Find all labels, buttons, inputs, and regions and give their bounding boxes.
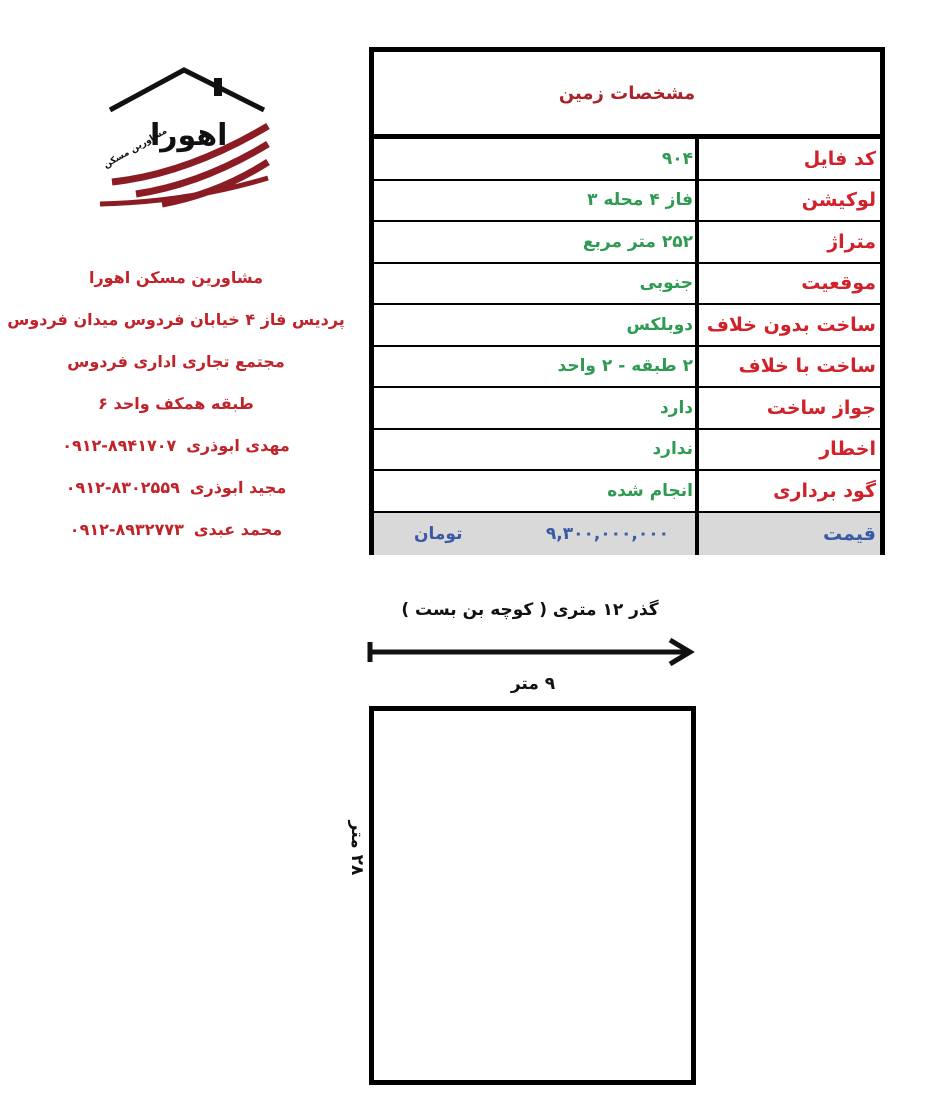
spec-label: اخطار [695, 430, 880, 470]
plot-depth-label: ۲۸ متر [347, 820, 367, 876]
office-name: مشاورین مسکن اهورا [88, 268, 264, 287]
agent-name: محمد عبدی [193, 520, 283, 539]
price-amount: ۹,۳۰۰,۰۰۰,۰۰۰ [545, 523, 669, 544]
spec-label: موقعیت [695, 264, 880, 304]
spec-value: ۲۵۲ متر مربع [582, 231, 693, 252]
spec-value: فاز ۴ محله ۳ [587, 190, 693, 211]
spec-value: ندارد [652, 439, 693, 460]
company-logo [92, 62, 272, 212]
agent-row [0, 514, 352, 556]
spec-label: ساخت با خلاف [695, 347, 880, 387]
plot-width-label: ۹ متر [510, 674, 556, 694]
spec-value: ۹۰۴ [661, 148, 693, 169]
agent-name: مهدی ابوذری [186, 436, 290, 455]
address-line-3: طبقه همکف واحد ۶ [98, 394, 254, 413]
spec-row-location [374, 181, 880, 223]
spec-label: ساخت بدون خلاف [695, 305, 880, 345]
spec-row-warning [374, 430, 880, 472]
contact-block [0, 262, 352, 556]
spec-label: لوکیشن [695, 181, 880, 221]
address-line-2: مجتمع تجاری اداری فردوس [67, 352, 285, 371]
spec-row-area [374, 222, 880, 264]
logo-title: اهورا [150, 118, 228, 153]
spec-value: انجام شده [607, 480, 693, 501]
spec-row-permit [374, 388, 880, 430]
spec-row-price [374, 513, 880, 555]
agent-row [0, 472, 352, 514]
agent-row [0, 430, 352, 472]
spec-row-legal-build [374, 305, 880, 347]
street-arrow-icon [366, 636, 698, 666]
spec-value: جنوبی [639, 273, 693, 294]
land-spec-table [369, 47, 885, 555]
spec-row-file-code [374, 139, 880, 181]
spec-value: دارد [659, 397, 693, 418]
agent-name: مجید ابوذری [189, 478, 287, 497]
spec-label: جواز ساخت [695, 388, 880, 428]
spec-row-violation-build [374, 347, 880, 389]
spec-label: کد فایل [695, 139, 880, 179]
agent-phone[interactable]: ۰۹۱۲-۸۹۳۲۷۷۳ [69, 520, 184, 539]
plot-outline [369, 706, 696, 1085]
spec-value: دوبلکس [626, 314, 693, 335]
spec-label: گود برداری [695, 471, 880, 511]
address-line-1: پردیس فاز ۴ خیابان فردوس میدان فردوس [7, 310, 345, 329]
street-label: گذر ۱۲ متری ( کوچه بن بست ) [401, 600, 659, 620]
price-value [374, 513, 695, 555]
spec-row-orientation [374, 264, 880, 306]
logo-subtitle: مشاورین مسکن [102, 126, 169, 171]
spec-title: مشخصات زمین [374, 52, 880, 139]
spec-label: متراژ [695, 222, 880, 262]
spec-row-excavation [374, 471, 880, 513]
spec-value: ۲ طبقه - ۲ واحد [557, 356, 693, 377]
price-label: قیمت [695, 513, 880, 555]
agent-phone[interactable]: ۰۹۱۲-۸۳۰۲۵۵۹ [65, 478, 180, 497]
price-currency: تومان [414, 523, 463, 544]
agent-phone[interactable]: ۰۹۱۲-۸۹۴۱۷۰۷ [62, 436, 177, 455]
